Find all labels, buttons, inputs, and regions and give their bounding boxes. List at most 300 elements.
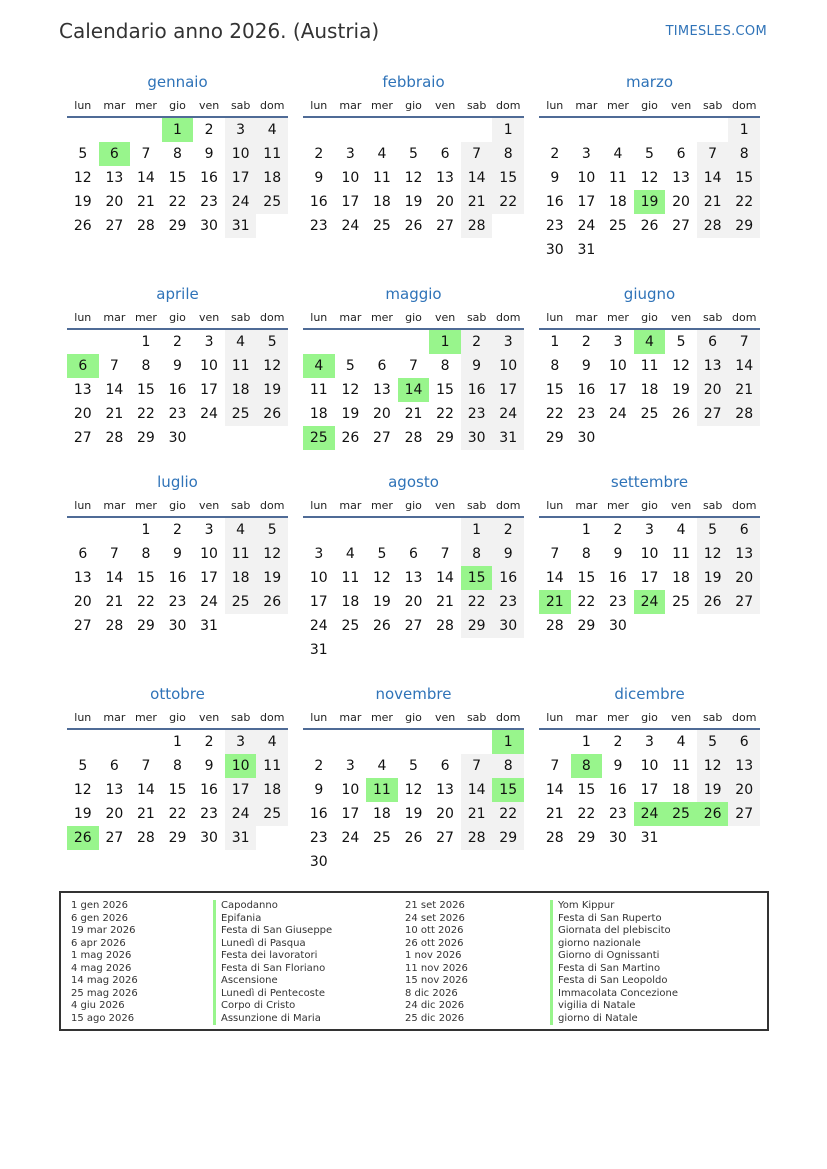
day-cell[interactable]: 20 bbox=[728, 566, 760, 590]
day-cell[interactable]: 9 bbox=[173, 358, 182, 374]
day-cell[interactable]: 4 bbox=[225, 330, 257, 354]
day-cell[interactable]: 30 bbox=[461, 426, 493, 450]
day-cell[interactable]: 22 bbox=[577, 594, 596, 610]
day-cell[interactable]: 7 bbox=[109, 546, 119, 562]
day-cell[interactable]: 26 bbox=[404, 830, 423, 846]
day-cell[interactable]: 13 bbox=[436, 170, 454, 186]
day-cell[interactable]: 7 bbox=[461, 142, 493, 166]
day-cell[interactable]: 12 bbox=[672, 358, 690, 374]
day-cell[interactable]: 18 bbox=[341, 594, 360, 610]
day-cell[interactable]: 24 bbox=[200, 594, 218, 610]
day-cell[interactable]: 20 bbox=[105, 806, 124, 822]
day-cell[interactable]: 4 bbox=[225, 518, 257, 542]
holiday-day[interactable]: 15 bbox=[461, 566, 493, 590]
day-cell[interactable]: 6 bbox=[676, 146, 686, 162]
day-cell[interactable]: 12 bbox=[697, 542, 729, 566]
day-cell[interactable]: 13 bbox=[672, 170, 690, 186]
day-cell[interactable]: 16 bbox=[200, 170, 218, 186]
day-cell[interactable]: 13 bbox=[436, 782, 454, 798]
day-cell[interactable]: 22 bbox=[492, 802, 524, 826]
day-cell[interactable]: 16 bbox=[609, 782, 627, 798]
day-cell[interactable]: 1 bbox=[728, 118, 760, 142]
day-cell[interactable]: 3 bbox=[613, 334, 623, 350]
day-cell[interactable]: 18 bbox=[256, 778, 288, 802]
day-cell[interactable]: 13 bbox=[73, 570, 92, 586]
day-cell[interactable]: 14 bbox=[461, 778, 493, 802]
holiday-day[interactable]: 6 bbox=[67, 354, 99, 378]
day-cell[interactable]: 8 bbox=[581, 546, 591, 562]
day-cell[interactable]: 7 bbox=[409, 358, 418, 374]
day-cell[interactable]: 15 bbox=[577, 782, 596, 798]
day-cell[interactable]: 4 bbox=[256, 730, 288, 754]
day-cell[interactable]: 7 bbox=[440, 546, 450, 562]
day-cell[interactable]: 23 bbox=[309, 218, 328, 234]
day-cell[interactable]: 10 bbox=[225, 142, 257, 166]
day-cell[interactable]: 27 bbox=[73, 618, 92, 634]
day-cell[interactable]: 11 bbox=[225, 542, 257, 566]
day-cell[interactable]: 29 bbox=[728, 214, 760, 238]
day-cell[interactable]: 12 bbox=[341, 382, 360, 398]
day-cell[interactable]: 2 bbox=[204, 122, 214, 138]
day-cell[interactable]: 29 bbox=[168, 830, 187, 846]
day-cell[interactable]: 10 bbox=[341, 170, 360, 186]
day-cell[interactable]: 26 bbox=[256, 402, 288, 426]
day-cell[interactable]: 14 bbox=[461, 166, 493, 190]
day-cell[interactable]: 17 bbox=[577, 194, 596, 210]
day-cell[interactable]: 6 bbox=[440, 758, 450, 774]
day-cell[interactable]: 17 bbox=[492, 378, 524, 402]
day-cell[interactable]: 30 bbox=[545, 242, 564, 258]
day-cell[interactable]: 30 bbox=[200, 218, 218, 234]
day-cell[interactable]: 13 bbox=[697, 354, 729, 378]
day-cell[interactable]: 2 bbox=[613, 522, 623, 538]
day-cell[interactable]: 30 bbox=[609, 618, 627, 634]
day-cell[interactable]: 21 bbox=[105, 594, 124, 610]
day-cell[interactable]: 18 bbox=[256, 166, 288, 190]
day-cell[interactable]: 7 bbox=[550, 546, 560, 562]
day-cell[interactable]: 11 bbox=[373, 170, 391, 186]
day-cell[interactable]: 7 bbox=[461, 754, 493, 778]
day-cell[interactable]: 22 bbox=[577, 806, 596, 822]
day-cell[interactable]: 13 bbox=[105, 170, 124, 186]
day-cell[interactable]: 27 bbox=[436, 218, 454, 234]
day-cell[interactable]: 13 bbox=[404, 570, 423, 586]
day-cell[interactable]: 14 bbox=[137, 782, 155, 798]
day-cell[interactable]: 30 bbox=[200, 830, 218, 846]
day-cell[interactable]: 2 bbox=[173, 522, 182, 538]
day-cell[interactable]: 15 bbox=[577, 570, 596, 586]
day-cell[interactable]: 28 bbox=[545, 618, 564, 634]
day-cell[interactable]: 7 bbox=[141, 758, 151, 774]
day-cell[interactable]: 11 bbox=[309, 382, 328, 398]
day-cell[interactable]: 25 bbox=[256, 190, 288, 214]
day-cell[interactable]: 5 bbox=[409, 758, 418, 774]
day-cell[interactable]: 26 bbox=[404, 218, 423, 234]
day-cell[interactable]: 30 bbox=[609, 830, 627, 846]
day-cell[interactable]: 19 bbox=[404, 194, 423, 210]
day-cell[interactable]: 25 bbox=[640, 406, 659, 422]
day-cell[interactable]: 23 bbox=[545, 218, 564, 234]
day-cell[interactable]: 8 bbox=[141, 358, 151, 374]
day-cell[interactable]: 16 bbox=[461, 378, 493, 402]
day-cell[interactable]: 20 bbox=[73, 406, 92, 422]
day-cell[interactable]: 21 bbox=[436, 594, 454, 610]
day-cell[interactable]: 18 bbox=[672, 570, 690, 586]
day-cell[interactable]: 17 bbox=[200, 382, 218, 398]
holiday-day[interactable]: 15 bbox=[492, 778, 524, 802]
holiday-day[interactable]: 25 bbox=[303, 426, 335, 450]
day-cell[interactable]: 15 bbox=[545, 382, 564, 398]
day-cell[interactable]: 6 bbox=[109, 758, 119, 774]
day-cell[interactable]: 8 bbox=[492, 754, 524, 778]
day-cell[interactable]: 3 bbox=[204, 522, 214, 538]
day-cell[interactable]: 27 bbox=[73, 430, 92, 446]
day-cell[interactable]: 24 bbox=[225, 190, 257, 214]
day-cell[interactable]: 1 bbox=[492, 118, 524, 142]
day-cell[interactable]: 4 bbox=[256, 118, 288, 142]
day-cell[interactable]: 3 bbox=[492, 330, 524, 354]
day-cell[interactable]: 12 bbox=[404, 170, 423, 186]
day-cell[interactable]: 3 bbox=[581, 146, 591, 162]
day-cell[interactable]: 7 bbox=[109, 358, 119, 374]
day-cell[interactable]: 10 bbox=[200, 546, 218, 562]
day-cell[interactable]: 9 bbox=[581, 358, 591, 374]
day-cell[interactable]: 4 bbox=[613, 146, 623, 162]
day-cell[interactable]: 22 bbox=[137, 406, 155, 422]
day-cell[interactable]: 12 bbox=[73, 782, 92, 798]
day-cell[interactable]: 5 bbox=[409, 146, 418, 162]
day-cell[interactable]: 17 bbox=[225, 778, 257, 802]
day-cell[interactable]: 11 bbox=[672, 758, 690, 774]
day-cell[interactable]: 27 bbox=[105, 830, 124, 846]
day-cell[interactable]: 2 bbox=[173, 334, 182, 350]
day-cell[interactable]: 1 bbox=[173, 734, 182, 750]
day-cell[interactable]: 17 bbox=[640, 570, 659, 586]
holiday-day[interactable]: 24 bbox=[634, 590, 666, 614]
day-cell[interactable]: 8 bbox=[461, 542, 493, 566]
day-cell[interactable]: 29 bbox=[137, 618, 155, 634]
day-cell[interactable]: 15 bbox=[492, 166, 524, 190]
day-cell[interactable]: 25 bbox=[341, 618, 360, 634]
day-cell[interactable]: 28 bbox=[461, 826, 493, 850]
holiday-day[interactable]: 4 bbox=[303, 354, 335, 378]
day-cell[interactable]: 25 bbox=[256, 802, 288, 826]
day-cell[interactable]: 30 bbox=[168, 618, 187, 634]
day-cell[interactable]: 10 bbox=[640, 546, 659, 562]
day-cell[interactable]: 22 bbox=[461, 590, 493, 614]
day-cell[interactable]: 3 bbox=[314, 546, 324, 562]
day-cell[interactable]: 26 bbox=[672, 406, 690, 422]
day-cell[interactable]: 19 bbox=[404, 806, 423, 822]
holiday-day[interactable]: 26 bbox=[67, 826, 99, 850]
day-cell[interactable]: 2 bbox=[314, 758, 324, 774]
day-cell[interactable]: 12 bbox=[256, 354, 288, 378]
day-cell[interactable]: 18 bbox=[640, 382, 659, 398]
day-cell[interactable]: 19 bbox=[672, 382, 690, 398]
holiday-day[interactable]: 25 bbox=[665, 802, 697, 826]
day-cell[interactable]: 24 bbox=[309, 618, 328, 634]
day-cell[interactable]: 4 bbox=[676, 734, 686, 750]
day-cell[interactable]: 28 bbox=[461, 214, 493, 238]
day-cell[interactable]: 6 bbox=[440, 146, 450, 162]
day-cell[interactable]: 14 bbox=[728, 354, 760, 378]
holiday-day[interactable]: 14 bbox=[398, 378, 430, 402]
day-cell[interactable]: 17 bbox=[341, 806, 360, 822]
day-cell[interactable]: 5 bbox=[345, 358, 355, 374]
day-cell[interactable]: 20 bbox=[373, 406, 391, 422]
day-cell[interactable]: 23 bbox=[168, 406, 187, 422]
day-cell[interactable]: 3 bbox=[204, 334, 214, 350]
day-cell[interactable]: 28 bbox=[137, 218, 155, 234]
day-cell[interactable]: 24 bbox=[609, 406, 627, 422]
day-cell[interactable]: 16 bbox=[492, 566, 524, 590]
day-cell[interactable]: 22 bbox=[728, 190, 760, 214]
day-cell[interactable]: 11 bbox=[672, 546, 690, 562]
day-cell[interactable]: 16 bbox=[168, 382, 187, 398]
day-cell[interactable]: 25 bbox=[225, 590, 257, 614]
day-cell[interactable]: 9 bbox=[204, 146, 214, 162]
day-cell[interactable]: 13 bbox=[73, 382, 92, 398]
day-cell[interactable]: 2 bbox=[461, 330, 493, 354]
day-cell[interactable]: 8 bbox=[141, 546, 151, 562]
day-cell[interactable]: 9 bbox=[173, 546, 182, 562]
day-cell[interactable]: 5 bbox=[697, 730, 729, 754]
day-cell[interactable]: 3 bbox=[345, 146, 355, 162]
day-cell[interactable]: 27 bbox=[105, 218, 124, 234]
day-cell[interactable]: 18 bbox=[672, 782, 690, 798]
day-cell[interactable]: 17 bbox=[640, 782, 659, 798]
day-cell[interactable]: 23 bbox=[168, 594, 187, 610]
day-cell[interactable]: 5 bbox=[256, 330, 288, 354]
day-cell[interactable]: 14 bbox=[137, 170, 155, 186]
day-cell[interactable]: 28 bbox=[105, 430, 124, 446]
day-cell[interactable]: 26 bbox=[373, 618, 391, 634]
day-cell[interactable]: 17 bbox=[225, 166, 257, 190]
day-cell[interactable]: 19 bbox=[341, 406, 360, 422]
day-cell[interactable]: 21 bbox=[404, 406, 423, 422]
day-cell[interactable]: 6 bbox=[728, 730, 760, 754]
day-cell[interactable]: 28 bbox=[105, 618, 124, 634]
day-cell[interactable]: 20 bbox=[697, 378, 729, 402]
day-cell[interactable]: 8 bbox=[173, 758, 182, 774]
day-cell[interactable]: 23 bbox=[461, 402, 493, 426]
day-cell[interactable]: 7 bbox=[697, 142, 729, 166]
day-cell[interactable]: 2 bbox=[613, 734, 623, 750]
day-cell[interactable]: 29 bbox=[577, 618, 596, 634]
day-cell[interactable]: 14 bbox=[545, 570, 564, 586]
day-cell[interactable]: 6 bbox=[78, 546, 88, 562]
day-cell[interactable]: 5 bbox=[645, 146, 654, 162]
day-cell[interactable]: 21 bbox=[697, 190, 729, 214]
day-cell[interactable]: 27 bbox=[697, 402, 729, 426]
day-cell[interactable]: 4 bbox=[377, 758, 387, 774]
day-cell[interactable]: 3 bbox=[345, 758, 355, 774]
day-cell[interactable]: 30 bbox=[492, 614, 524, 638]
day-cell[interactable]: 9 bbox=[550, 170, 560, 186]
day-cell[interactable]: 20 bbox=[404, 594, 423, 610]
day-cell[interactable]: 18 bbox=[225, 566, 257, 590]
day-cell[interactable]: 16 bbox=[200, 782, 218, 798]
day-cell[interactable]: 19 bbox=[73, 806, 92, 822]
day-cell[interactable]: 30 bbox=[168, 430, 187, 446]
holiday-day[interactable]: 21 bbox=[539, 590, 571, 614]
day-cell[interactable]: 11 bbox=[341, 570, 360, 586]
day-cell[interactable]: 30 bbox=[309, 854, 328, 870]
day-cell[interactable]: 22 bbox=[545, 406, 564, 422]
day-cell[interactable]: 2 bbox=[581, 334, 591, 350]
day-cell[interactable]: 23 bbox=[309, 830, 328, 846]
day-cell[interactable]: 8 bbox=[492, 142, 524, 166]
day-cell[interactable]: 24 bbox=[492, 402, 524, 426]
day-cell[interactable]: 29 bbox=[492, 826, 524, 850]
holiday-day[interactable]: 1 bbox=[429, 330, 461, 354]
day-cell[interactable]: 4 bbox=[676, 522, 686, 538]
day-cell[interactable]: 31 bbox=[577, 242, 596, 258]
holiday-day[interactable]: 1 bbox=[492, 730, 524, 754]
day-cell[interactable]: 27 bbox=[373, 430, 391, 446]
holiday-day[interactable]: 8 bbox=[571, 754, 603, 778]
day-cell[interactable]: 31 bbox=[640, 830, 659, 846]
day-cell[interactable]: 1 bbox=[581, 522, 591, 538]
day-cell[interactable]: 21 bbox=[137, 194, 155, 210]
day-cell[interactable]: 11 bbox=[225, 354, 257, 378]
day-cell[interactable]: 27 bbox=[404, 618, 423, 634]
holiday-day[interactable]: 4 bbox=[634, 330, 666, 354]
day-cell[interactable]: 15 bbox=[168, 170, 187, 186]
day-cell[interactable]: 18 bbox=[373, 194, 391, 210]
day-cell[interactable]: 7 bbox=[550, 758, 560, 774]
day-cell[interactable]: 24 bbox=[200, 406, 218, 422]
day-cell[interactable]: 3 bbox=[225, 118, 257, 142]
day-cell[interactable]: 19 bbox=[256, 378, 288, 402]
day-cell[interactable]: 19 bbox=[73, 194, 92, 210]
day-cell[interactable]: 8 bbox=[173, 146, 182, 162]
day-cell[interactable]: 22 bbox=[168, 806, 187, 822]
day-cell[interactable]: 7 bbox=[141, 146, 151, 162]
day-cell[interactable]: 25 bbox=[225, 402, 257, 426]
day-cell[interactable]: 28 bbox=[436, 618, 454, 634]
day-cell[interactable]: 20 bbox=[728, 778, 760, 802]
day-cell[interactable]: 24 bbox=[225, 802, 257, 826]
day-cell[interactable]: 23 bbox=[609, 594, 627, 610]
day-cell[interactable]: 23 bbox=[200, 806, 218, 822]
day-cell[interactable]: 25 bbox=[672, 594, 690, 610]
day-cell[interactable]: 21 bbox=[545, 806, 564, 822]
day-cell[interactable]: 29 bbox=[577, 830, 596, 846]
day-cell[interactable]: 31 bbox=[200, 618, 218, 634]
day-cell[interactable]: 2 bbox=[550, 146, 560, 162]
day-cell[interactable]: 12 bbox=[640, 170, 659, 186]
day-cell[interactable]: 28 bbox=[545, 830, 564, 846]
day-cell[interactable]: 12 bbox=[404, 782, 423, 798]
day-cell[interactable]: 12 bbox=[373, 570, 391, 586]
day-cell[interactable]: 26 bbox=[256, 590, 288, 614]
day-cell[interactable]: 30 bbox=[577, 430, 596, 446]
day-cell[interactable]: 5 bbox=[676, 334, 686, 350]
day-cell[interactable]: 23 bbox=[492, 590, 524, 614]
day-cell[interactable]: 29 bbox=[137, 430, 155, 446]
day-cell[interactable]: 24 bbox=[577, 218, 596, 234]
day-cell[interactable]: 2 bbox=[204, 734, 214, 750]
day-cell[interactable]: 16 bbox=[168, 570, 187, 586]
holiday-day[interactable]: 1 bbox=[162, 118, 194, 142]
day-cell[interactable]: 5 bbox=[78, 146, 88, 162]
day-cell[interactable]: 28 bbox=[137, 830, 155, 846]
day-cell[interactable]: 14 bbox=[697, 166, 729, 190]
day-cell[interactable]: 16 bbox=[309, 194, 328, 210]
day-cell[interactable]: 19 bbox=[256, 566, 288, 590]
day-cell[interactable]: 26 bbox=[73, 218, 92, 234]
day-cell[interactable]: 13 bbox=[373, 382, 391, 398]
day-cell[interactable]: 15 bbox=[168, 782, 187, 798]
day-cell[interactable]: 20 bbox=[73, 594, 92, 610]
day-cell[interactable]: 11 bbox=[640, 358, 659, 374]
day-cell[interactable]: 16 bbox=[545, 194, 564, 210]
day-cell[interactable]: 3 bbox=[645, 734, 654, 750]
day-cell[interactable]: 31 bbox=[492, 426, 524, 450]
day-cell[interactable]: 25 bbox=[373, 830, 391, 846]
day-cell[interactable]: 28 bbox=[404, 430, 423, 446]
day-cell[interactable]: 26 bbox=[697, 590, 729, 614]
day-cell[interactable]: 5 bbox=[697, 518, 729, 542]
day-cell[interactable]: 27 bbox=[728, 590, 760, 614]
day-cell[interactable]: 9 bbox=[461, 354, 493, 378]
day-cell[interactable]: 10 bbox=[309, 570, 328, 586]
day-cell[interactable]: 27 bbox=[728, 802, 760, 826]
day-cell[interactable]: 15 bbox=[137, 382, 155, 398]
day-cell[interactable]: 4 bbox=[377, 146, 387, 162]
day-cell[interactable]: 17 bbox=[609, 382, 627, 398]
holiday-day[interactable]: 19 bbox=[634, 190, 666, 214]
day-cell[interactable]: 21 bbox=[728, 378, 760, 402]
day-cell[interactable]: 1 bbox=[461, 518, 493, 542]
day-cell[interactable]: 14 bbox=[436, 570, 454, 586]
day-cell[interactable]: 8 bbox=[440, 358, 450, 374]
day-cell[interactable]: 9 bbox=[613, 546, 623, 562]
day-cell[interactable]: 10 bbox=[577, 170, 596, 186]
day-cell[interactable]: 11 bbox=[256, 142, 288, 166]
day-cell[interactable]: 28 bbox=[697, 214, 729, 238]
day-cell[interactable]: 6 bbox=[409, 546, 418, 562]
day-cell[interactable]: 10 bbox=[609, 358, 627, 374]
day-cell[interactable]: 20 bbox=[105, 194, 124, 210]
day-cell[interactable]: 10 bbox=[492, 354, 524, 378]
day-cell[interactable]: 9 bbox=[492, 542, 524, 566]
day-cell[interactable]: 17 bbox=[309, 594, 328, 610]
day-cell[interactable]: 13 bbox=[105, 782, 124, 798]
day-cell[interactable]: 26 bbox=[341, 430, 360, 446]
day-cell[interactable]: 10 bbox=[640, 758, 659, 774]
day-cell[interactable]: 9 bbox=[314, 170, 324, 186]
brand-link[interactable]: TIMESLES.COM bbox=[665, 24, 767, 39]
day-cell[interactable]: 26 bbox=[640, 218, 659, 234]
day-cell[interactable]: 1 bbox=[581, 734, 591, 750]
day-cell[interactable]: 2 bbox=[314, 146, 324, 162]
holiday-day[interactable]: 24 bbox=[634, 802, 666, 826]
day-cell[interactable]: 19 bbox=[373, 594, 391, 610]
day-cell[interactable]: 14 bbox=[105, 382, 124, 398]
holiday-day[interactable]: 6 bbox=[99, 142, 131, 166]
day-cell[interactable]: 5 bbox=[377, 546, 387, 562]
day-cell[interactable]: 19 bbox=[697, 778, 729, 802]
day-cell[interactable]: 23 bbox=[200, 194, 218, 210]
day-cell[interactable]: 12 bbox=[73, 170, 92, 186]
day-cell[interactable]: 21 bbox=[461, 802, 493, 826]
day-cell[interactable]: 24 bbox=[341, 218, 360, 234]
day-cell[interactable]: 3 bbox=[645, 522, 654, 538]
day-cell[interactable]: 6 bbox=[728, 518, 760, 542]
day-cell[interactable]: 14 bbox=[545, 782, 564, 798]
